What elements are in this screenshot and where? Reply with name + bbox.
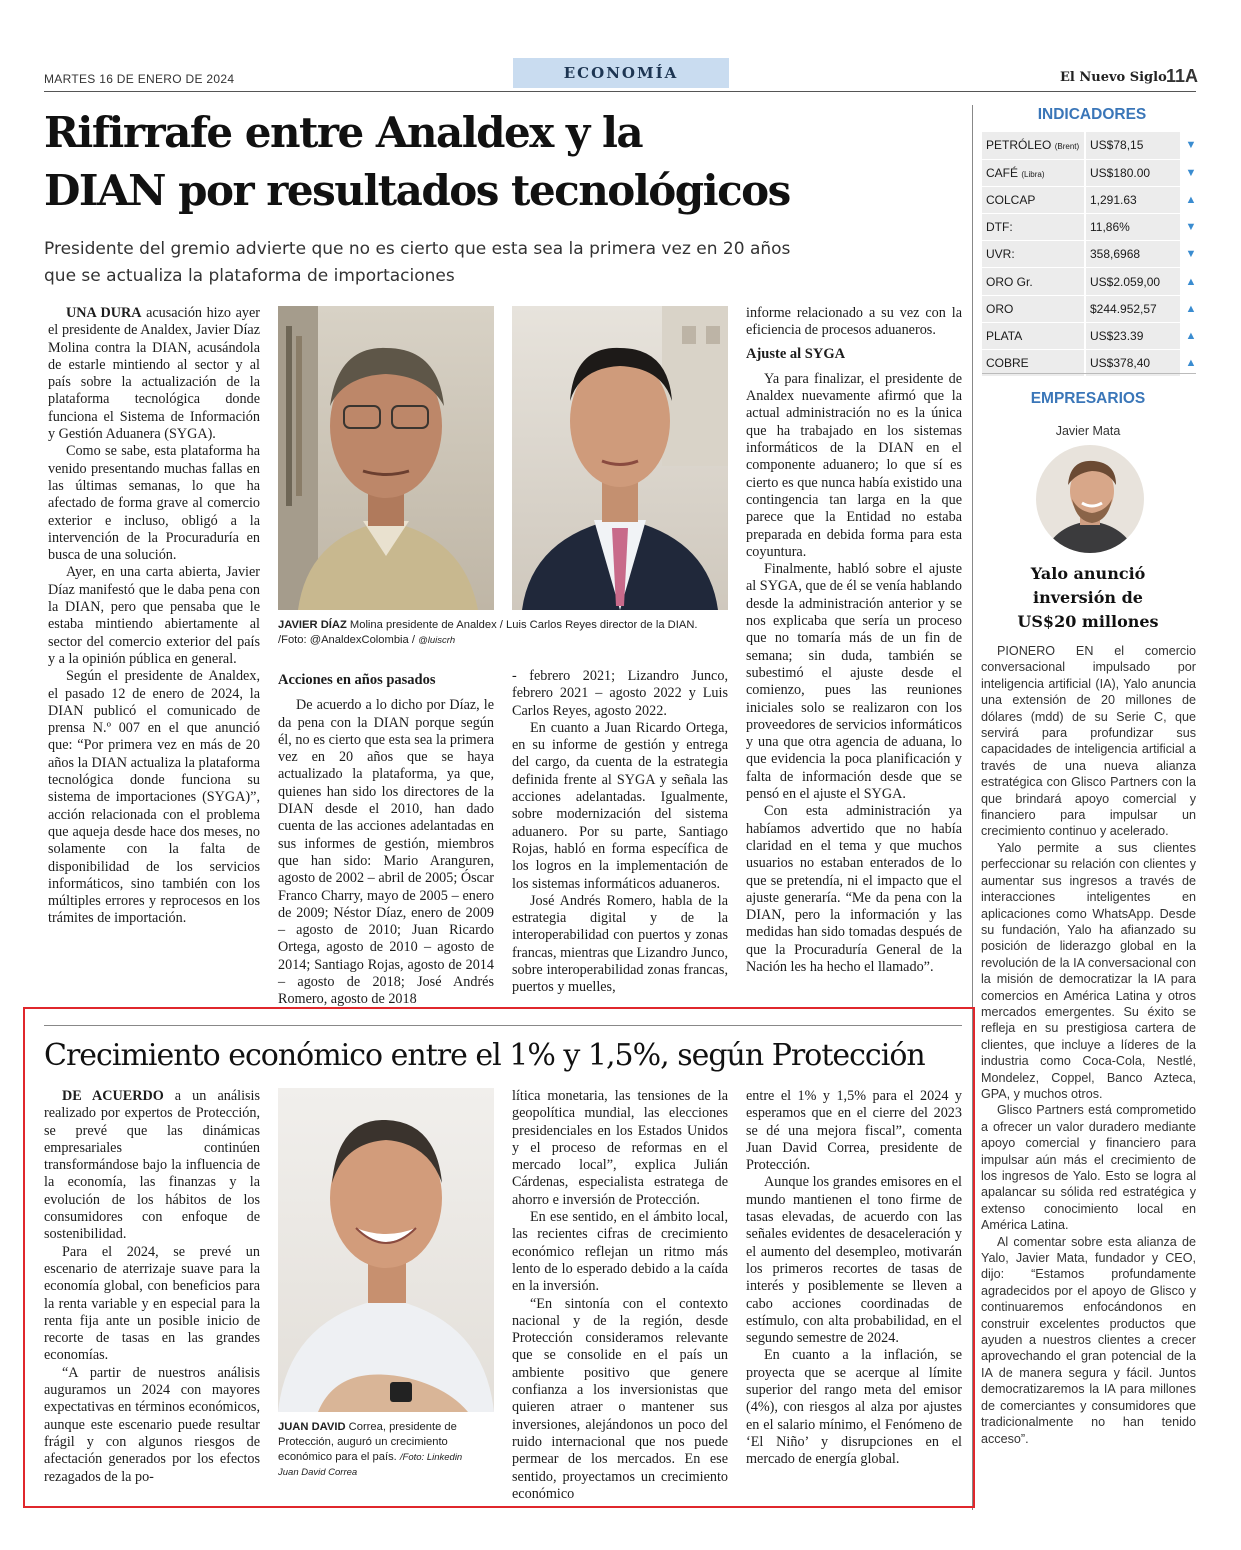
indicator-value: US$378,40 bbox=[1085, 350, 1180, 377]
indicators-title: INDICADORES bbox=[1037, 106, 1147, 123]
indicator-row bbox=[982, 159, 1202, 186]
subtitle-acciones: Acciones en años pasados bbox=[278, 672, 436, 688]
sidebar-rule bbox=[982, 373, 1196, 374]
person-name: Javier Mata bbox=[1055, 424, 1121, 438]
indicator-row bbox=[982, 268, 1202, 295]
photo-luis-carlos-reyes bbox=[512, 306, 728, 610]
indicators-table bbox=[982, 132, 1202, 377]
indicator-label: COLCAP bbox=[986, 192, 1036, 207]
paragraph: Finalmente, habló sobre el ajuste al SYGA, que de él se venía hablando desde la administración anterior y se nos explicaba que sería un proceso que no tomaría más de un fin de semana; sin duda, también se subestimó el ajuste desde el comienzo, pues las reuniones iniciales solo se realizaron con los proveedores de servicios informáticos y una que otra agencia de aduana, lo que evidencia la poca planificación y falta de información desde que se pensó en el ajuste el SYGA. bbox=[746, 561, 962, 803]
paragraph: Como se sabe, esta plataforma ha venido presentando muchas fallas en las últimas semanas, lo que ha afectado de forma grave al comercio exterior e incluso, obligó a la intervención de la Procuraduría en busca de una solución. bbox=[48, 443, 260, 564]
indicator-note: (Brent) bbox=[1054, 142, 1080, 152]
indicator-name bbox=[982, 241, 1085, 268]
headline-line-2: DIAN por resultados tecnológicos bbox=[44, 166, 790, 215]
indicator-value: US$78,15 bbox=[1085, 132, 1180, 159]
main-article-column-4 bbox=[746, 305, 962, 976]
indicator-label: COBRE bbox=[986, 356, 1029, 371]
indicator-value: $244.952,57 bbox=[1085, 295, 1180, 322]
caption-credit: @luiscrh bbox=[418, 635, 456, 646]
indicator-name bbox=[982, 268, 1085, 295]
main-article-column-2 bbox=[278, 666, 494, 1009]
paragraph: informe relacionado a su vez con la eficiencia de procesos aduaneros. bbox=[746, 305, 962, 339]
indicator-row bbox=[982, 241, 1202, 268]
indicator-value: 358,6968 bbox=[1085, 241, 1180, 268]
photo-juan-david-correa bbox=[278, 1088, 494, 1412]
second-article-column-1 bbox=[44, 1088, 260, 1486]
indicator-name bbox=[982, 186, 1085, 213]
trend-arrow-icon: ▲ bbox=[1180, 350, 1202, 377]
second-article-column-4 bbox=[746, 1088, 962, 1469]
paragraph: Ayer, en una carta abierta, Javier Díaz manifestó que le daba pena con la DIAN, pero que pensaba que le estaba mintiendo abiertamente al sector del comercio exterior del país y a la opinión pública en general. bbox=[48, 564, 260, 667]
empresarios-title: EMPRESARIOS bbox=[1030, 390, 1146, 407]
indicator-name bbox=[982, 322, 1085, 349]
caption-credit: /Foto: Linkedin bbox=[399, 1452, 463, 1463]
paragraph: entre el 1% y 1,5% para el 2024 y esperamos que en el cierre del 2023 se dé una mejora fiscal”, comenta Juan David Correa, presidente de Protección. bbox=[746, 1088, 962, 1174]
caption-name: JAVIER DÍAZ bbox=[278, 619, 347, 631]
lead-in: DE ACUERDO bbox=[62, 1088, 164, 1104]
indicator-label: ORO bbox=[986, 301, 1014, 316]
indicator-row bbox=[982, 132, 1202, 159]
paragraph: Ya para finalizar, el presidente de Analdex nuevamente afirmó que la actual administración no es la única que ha trabajado en los sistemas informáticos de la DIAN en el componente aduanero; lo que sí es cierto es que nunca había existido una contingencia tan larga en la que parece que la Entidad no estaba preparada en debida forma para esta coyuntura. bbox=[746, 370, 962, 560]
trend-arrow-icon: ▼ bbox=[1180, 241, 1202, 268]
indicator-name bbox=[982, 159, 1085, 186]
dateline: MARTES 16 DE ENERO DE 2024 bbox=[44, 72, 235, 86]
indicator-row bbox=[982, 295, 1202, 322]
paragraph: a un análisis realizado por expertos de Protección, se prevé que las dinámicas empresariales continúen transformándose bajo la influencia de la economía, las finanzas y la evolución de los hábitos de los consumidores con enfoque de sostenibilidad. bbox=[44, 1088, 260, 1243]
sidebar-headline-line: Yalo anunció bbox=[1030, 564, 1146, 583]
sidebar-headline bbox=[982, 562, 1194, 634]
paragraph: Glisco Partners está comprometido a ofrecer un valor duradero mediante apoyo comercial y financiero para impulsar aún más el crecimiento de los ingresos de Yalo. Esto se logra al apalancar su sólida red estratégica y extenso conocimiento local en América Latina. bbox=[981, 1103, 1196, 1233]
trend-arrow-icon: ▲ bbox=[1180, 268, 1202, 295]
trend-arrow-icon: ▲ bbox=[1180, 295, 1202, 322]
paragraph: Aunque los grandes emisores en el mundo mantienen el tono firme de tasas elevadas, de acuerdo con las señales evidentes de desaceleración y el aumento del desempleo, motivarán los primeros recortes de tasas de interés y posiblemente se lleven a cabo acciones coordinadas de estímulo, con alta probabilidad, en el segundo semestre de 2024. bbox=[746, 1174, 962, 1347]
paragraph: “A partir de nuestros análisis auguramos un 2024 con mayores expectativas en términos económicos, aunque este escenario puede resultar frágil y con algunos riesgos de afectación generados por los efectos rezagados de la po- bbox=[44, 1364, 260, 1485]
main-article-column-1 bbox=[48, 305, 260, 928]
caption-text: Molina presidente de Analdex / Luis Carlos Reyes director de la DIAN. /Foto: @AnaldexColombia / bbox=[278, 619, 698, 646]
paragraph: De acuerdo a lo dicho por Díaz, le da pena con la DIAN porque según él, no es cierto que esta sea la primera vez en 20 años que se haya actualizado la plataforma, ya que, quienes han sido los directores de la DIAN desde el 2010, han dado cuenta de las acciones adelantadas en sus informes de gestión, miembros que han sido: Mario Aranguren, agosto de 2002 – abril de 2005; Óscar Franco Charry, mayo de 2005 – enero de 2009; Néstor Díaz, enero de 2009 – agosto de 2010; Juan Ricardo Ortega, agosto de 2010 – agosto de 2014; Santiago Rojas, agosto de 2014 – agosto de 2018; José Andrés Romero, agosto de 2018 bbox=[278, 697, 494, 1008]
indicator-label: PLATA bbox=[986, 328, 1023, 343]
paragraph: Según el presidente de Analdex, el pasado 12 de enero de 2024, la DIAN publicó el comunicado de prensa N.º 007 en el que anunció que: “Por primera vez en más de 20 años la DIAN actualiza la plataforma tecnológica donde funciona su sistema de importaciones (SYGA)”, acción relacionada con el problema que aqueja desde hace dos meses, no solamente con la falta de disponibilidad de los servicios informáticos, sino también con los múltiples errores y reprocesos en los trámites de importación. bbox=[48, 668, 260, 927]
caption-name: JUAN DAVID bbox=[278, 1421, 346, 1433]
trend-arrow-icon: ▲ bbox=[1180, 322, 1202, 349]
trend-arrow-icon: ▼ bbox=[1180, 159, 1202, 186]
indicator-value: 11,86% bbox=[1085, 214, 1180, 241]
sidebar-headline-line: US$20 millones bbox=[1017, 612, 1159, 631]
header-rule bbox=[44, 91, 1196, 92]
paragraph: - febrero 2021; Lizandro Junco, febrero 2021 – agosto 2022 y Luis Carlos Reyes, agosto 2022. bbox=[512, 668, 728, 719]
paragraph: Para el 2024, se prevé un escenario de aterrizaje suave para la economía global, con beneficios para la renta variable y en especial para la renta fija ante un posible inicio de recorte de tasas en las grandes economías. bbox=[44, 1243, 260, 1364]
subhead-line-1: Presidente del gremio advierte que no es cierto que esta sea la primera vez en 20 años bbox=[44, 239, 791, 259]
indicator-label: PETRÓLEO bbox=[986, 138, 1052, 153]
paragraph: PIONERO EN el comercio conversacional impulsado por inteligencia artificial (IA), Yalo anuncia una extensión de 20 millones de dólares (mdd) de su Serie C, que servirá para profundizar sus capacidades de inteligencia artificial a través de una nueva alianza estratégica con Glisco Partners con la que brindará apoyo comercial y financiero para impulsar un crecimiento continuo y acelerado. bbox=[981, 644, 1196, 839]
paragraph: En cuanto a Juan Ricardo Ortega, en su informe de gestión y entrega del cargo, da cuenta de la estrategia definida frente al SYGA y señala las acciones adelantadas. Igualmente, sobre modernización del sistema aduanero. Por su parte, Santiago Rojas, habló en forma específica de los logros en la implementación de los sistemas informáticos aduaneros. bbox=[512, 719, 728, 892]
subhead-line-2: que se actualiza la plataforma de importaciones bbox=[44, 266, 455, 286]
paragraph: lítica monetaria, las tensiones de la geopolítica mundial, las elecciones presidenciales en los Estados Unidos y el proceso de reformas en el mercado local”, explica Julián Cárdenas, especialista estratega de ahorro e inversión de Protección. bbox=[512, 1088, 728, 1208]
indicator-label: CAFÉ bbox=[986, 165, 1019, 180]
indicator-row bbox=[982, 322, 1202, 349]
page-number: 11A bbox=[1166, 66, 1199, 86]
indicator-value: 1,291.63 bbox=[1085, 186, 1180, 213]
second-article-column-3 bbox=[512, 1088, 728, 1503]
lead-in: UNA DURA bbox=[66, 305, 142, 321]
indicator-value: US$23.39 bbox=[1085, 322, 1180, 349]
main-subheadline bbox=[44, 236, 954, 290]
paragraph: Yalo permite a sus clientes perfeccionar su relación con clientes y aumentar sus ingresos a través de interacciones inteligentes en aplicaciones como WhatsApp. Desde su fundación, Yalo ha afianzado su posición de liderazgo global en la revolución de la IA conversacional con la misión de democratizar la IA para comercios en América Latina y otros mercados emergentes. Su éxito se refleja en su prestigiosa cartera de clientes, que incluye a líderes de la industria como Coca-Cola, Nestlé, Mondelez, Coppel, Banco Azteca, GPA, y muchos otros. bbox=[981, 840, 1196, 1101]
main-headline bbox=[44, 104, 954, 220]
trend-arrow-icon: ▼ bbox=[1180, 214, 1202, 241]
paragraph: En cuanto a la inflación, se proyecta que se acerque al límite superior del rango meta del emisor (4%), con riesgos al alza por ajustes en el salario mínimo, el Fenómeno de ‘El Niño’ y disrupciones en el mercado de energía global. bbox=[746, 1347, 962, 1468]
section-label: ECONOMÍA bbox=[513, 58, 729, 88]
subtitle-ajuste: Ajuste al SYGA bbox=[746, 345, 846, 362]
article-divider bbox=[44, 1025, 962, 1026]
sidebar-headline-line: inversión de bbox=[1033, 588, 1143, 607]
indicator-label: ORO Gr. bbox=[986, 274, 1033, 289]
paragraph: Con esta administración ya habíamos advertido que no había claridad en el tema y que muchos usuarios no estaban enterados de lo que se pretendía, ni el impacto que el ajuste generaría. “Me da pena con la DIAN, pero la información y las medidas han sido tomadas después de que la Procuraduría General de la Nación les ha hecho el llamado”. bbox=[746, 803, 962, 975]
paragraph: “En sintonía con el contexto nacional y de la región, desde Protección consideramos relevante que se consolide en el país un ambiente positivo que genere confianza a los inversionistas que quieren atraer o mantener sus inversiones, alejándonos un poco del ruido internacional que nos puede permear de los mercados. En ese sentido, proyectamos un crecimiento económico bbox=[512, 1295, 728, 1502]
photo-caption-main bbox=[278, 618, 728, 648]
indicator-label: UVR: bbox=[986, 247, 1015, 262]
indicator-row bbox=[982, 186, 1202, 213]
photo-javier-diaz bbox=[278, 306, 494, 610]
indicator-note: (Libra) bbox=[1021, 169, 1045, 179]
paragraph: Al comentar sobre esta alianza de Yalo, Javier Mata, fundador y CEO, dijo: “Estamos profundamente agradecidos por el apoyo de Glisco y continuaremos enfocándonos en construir excelentes productos que ayuden a nuestros clientes a crecer aprovechando el gran potencial de la IA de manera segura y fácil. Juntos democratizaremos la IA para millones de comerciantes y consumidores que tradicionalmente no han tenido acceso”. bbox=[981, 1234, 1196, 1446]
paragraph: José Andrés Romero, habla de la estrategia digital y de la interoperabilidad con puertos y zonas francas, mientras que Lizandro Junco, sobre interoperabilidad zonas francas, puertos y muelles, bbox=[512, 892, 728, 996]
avatar-javier-mata bbox=[1036, 445, 1144, 553]
indicator-label: DTF: bbox=[986, 220, 1013, 235]
indicator-name bbox=[982, 295, 1085, 322]
headline-line-1: Rifirrafe entre Analdex y la bbox=[44, 108, 643, 157]
indicator-row bbox=[982, 214, 1202, 241]
second-headline: Crecimiento económico entre el 1% y 1,5%, según Protección bbox=[44, 1038, 925, 1073]
masthead: El Nuevo Siglo bbox=[1060, 70, 1167, 85]
main-article-column-3 bbox=[512, 668, 728, 997]
paragraph: acusación hizo ayer el presidente de Analdex, Javier Díaz Molina contra la DIAN, acusándola de estarle mintiendo al sector y al país sobre la actualización de la plataforma tecnológica donde funciona el Sistema de Información y Gestión Aduanera (SYGA). bbox=[48, 305, 260, 443]
indicator-value: US$2.059,00 bbox=[1085, 268, 1180, 295]
trend-arrow-icon: ▼ bbox=[1180, 132, 1202, 159]
indicator-value: US$180.00 bbox=[1085, 159, 1180, 186]
sidebar-body bbox=[981, 643, 1196, 1447]
caption-text: Correa, presidente de Protección, auguró un crecimiento económico para el país. bbox=[278, 1421, 457, 1463]
trend-arrow-icon: ▲ bbox=[1180, 186, 1202, 213]
photo-caption-second bbox=[278, 1420, 494, 1480]
caption-credit: Juan David Correa bbox=[278, 1467, 358, 1478]
indicator-name bbox=[982, 214, 1085, 241]
indicator-name bbox=[982, 132, 1085, 159]
paragraph: En ese sentido, en el ámbito local, las recientes cifras de crecimiento económico reflejan un ritmo más lento de lo esperado debido a la caída en la inversión. bbox=[512, 1209, 728, 1295]
